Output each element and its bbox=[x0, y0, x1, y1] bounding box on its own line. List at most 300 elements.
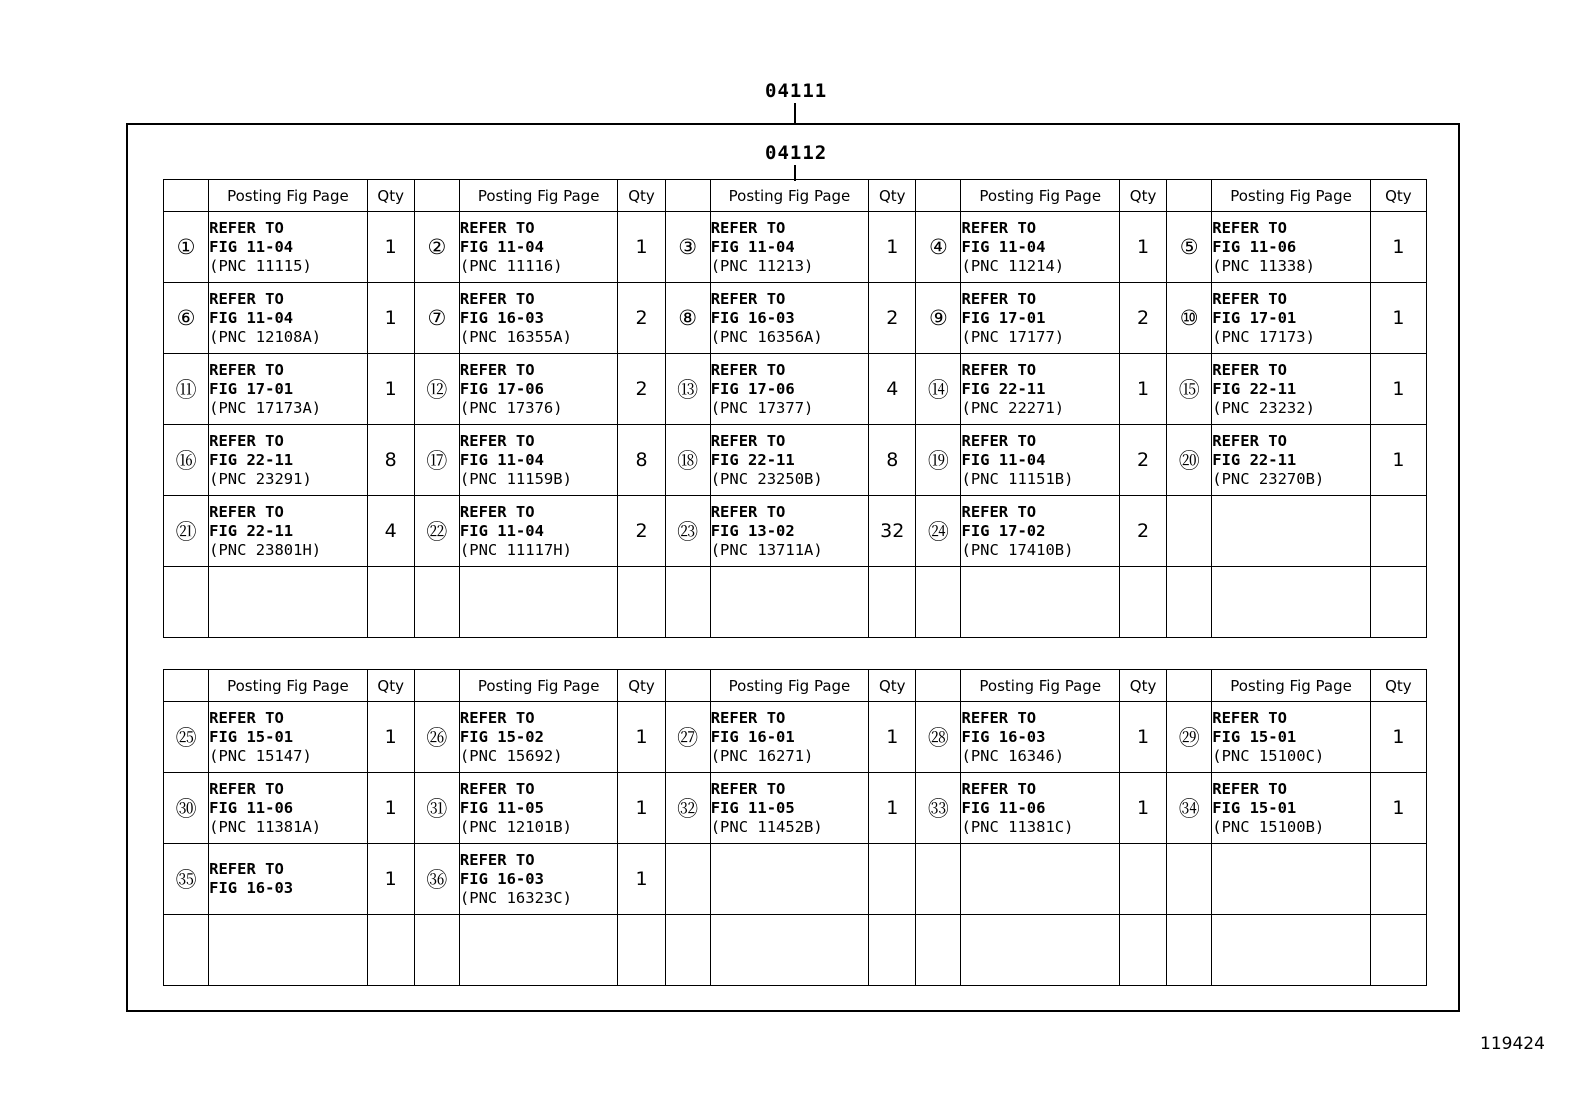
quantity: 1 bbox=[1119, 702, 1166, 773]
fig-page-text: FIG 16-03 bbox=[209, 879, 294, 897]
item-number bbox=[916, 915, 961, 986]
quantity: 8 bbox=[367, 425, 414, 496]
posting-reference bbox=[961, 212, 1120, 283]
pnc-text: (PNC 11338) bbox=[1212, 256, 1315, 275]
refer-to-text: REFER TO bbox=[209, 860, 284, 878]
fig-page-text: FIG 22-11 bbox=[209, 450, 294, 469]
header-item-number bbox=[1167, 670, 1212, 702]
refer-to-text: REFER TO bbox=[1212, 360, 1287, 379]
refer-to-text: REFER TO bbox=[459, 289, 535, 308]
item-number: ④ bbox=[916, 212, 961, 283]
table-row bbox=[164, 496, 1427, 567]
item-number: ㉘ bbox=[916, 702, 961, 773]
header-posting-fig-page: Posting Fig Page bbox=[961, 180, 1120, 212]
posting-reference bbox=[1212, 773, 1371, 844]
header-qty: Qty bbox=[1370, 670, 1426, 702]
item-number: ⑧ bbox=[665, 283, 710, 354]
pnc-text: (PNC 11381C) bbox=[961, 817, 1074, 836]
pnc-text: (PNC 11151B) bbox=[961, 469, 1074, 488]
pnc-text: (PNC 16355A) bbox=[459, 327, 572, 346]
fig-page-text: FIG 16-03 bbox=[961, 727, 1046, 746]
posting-reference bbox=[209, 425, 368, 496]
quantity: 2 bbox=[1119, 425, 1166, 496]
posting-reference bbox=[459, 915, 618, 986]
quantity: 1 bbox=[618, 773, 665, 844]
fig-page-text: FIG 17-02 bbox=[961, 521, 1046, 540]
header-item-number bbox=[414, 670, 459, 702]
posting-reference bbox=[1212, 844, 1371, 915]
pnc-text: (PNC 11117H) bbox=[459, 540, 572, 559]
fig-page-text: FIG 17-01 bbox=[961, 308, 1046, 327]
posting-reference bbox=[961, 567, 1120, 638]
posting-reference bbox=[1212, 425, 1371, 496]
pnc-text: (PNC 17173A) bbox=[209, 398, 322, 417]
header-posting-fig-page: Posting Fig Page bbox=[961, 670, 1120, 702]
posting-reference bbox=[459, 567, 618, 638]
quantity: 1 bbox=[869, 702, 916, 773]
pnc-text: (PNC 11214) bbox=[961, 256, 1065, 275]
posting-reference bbox=[459, 844, 618, 915]
refer-to-text: REFER TO bbox=[710, 502, 786, 521]
pnc-text: (PNC 11116) bbox=[459, 256, 563, 275]
quantity: 1 bbox=[618, 702, 665, 773]
refer-to-text: REFER TO bbox=[1212, 708, 1287, 727]
fig-page-text: FIG 16-03 bbox=[710, 308, 795, 327]
quantity bbox=[869, 567, 916, 638]
refer-to-text: REFER TO bbox=[209, 218, 284, 237]
quantity: 1 bbox=[367, 354, 414, 425]
header-item-number bbox=[916, 670, 961, 702]
refer-to-text: REFER TO bbox=[209, 502, 284, 521]
table-row bbox=[164, 212, 1427, 283]
item-number: ⑯ bbox=[164, 425, 209, 496]
item-number: ⑥ bbox=[164, 283, 209, 354]
header-qty: Qty bbox=[1370, 180, 1426, 212]
posting-reference bbox=[209, 496, 368, 567]
quantity bbox=[1370, 567, 1426, 638]
item-number: ① bbox=[164, 212, 209, 283]
fig-page-text: FIG 13-02 bbox=[710, 521, 795, 540]
pnc-text: (PNC 17376) bbox=[459, 398, 563, 417]
header-qty: Qty bbox=[618, 180, 665, 212]
header-posting-fig-page: Posting Fig Page bbox=[1212, 670, 1371, 702]
header-qty: Qty bbox=[367, 670, 414, 702]
item-number: ⑲ bbox=[916, 425, 961, 496]
quantity: 1 bbox=[367, 844, 414, 915]
item-number bbox=[164, 567, 209, 638]
fig-page-text: FIG 15-02 bbox=[459, 727, 544, 746]
refer-to-text: REFER TO bbox=[459, 779, 535, 798]
quantity: 1 bbox=[367, 212, 414, 283]
illustration-reference-number: 119424 bbox=[1480, 1034, 1545, 1054]
item-number: ㉖ bbox=[414, 702, 459, 773]
posting-reference bbox=[209, 773, 368, 844]
fig-page-text: FIG 17-01 bbox=[1212, 308, 1297, 327]
posting-reference bbox=[459, 425, 618, 496]
posting-reference bbox=[961, 354, 1120, 425]
item-number: ⑰ bbox=[414, 425, 459, 496]
item-number: ⑬ bbox=[665, 354, 710, 425]
item-number: ㉜ bbox=[665, 773, 710, 844]
pnc-text: (PNC 12108A) bbox=[209, 327, 322, 346]
posting-reference bbox=[1212, 915, 1371, 986]
posting-reference bbox=[961, 844, 1120, 915]
item-number: ㉓ bbox=[665, 496, 710, 567]
item-number: ㉙ bbox=[1167, 702, 1212, 773]
item-number bbox=[414, 915, 459, 986]
refer-to-text: REFER TO bbox=[710, 708, 786, 727]
quantity: 1 bbox=[1119, 354, 1166, 425]
quantity: 1 bbox=[869, 773, 916, 844]
table-header-row bbox=[164, 670, 1427, 702]
posting-reference bbox=[710, 844, 869, 915]
pnc-text: (PNC 22271) bbox=[961, 398, 1065, 417]
item-number: ㉛ bbox=[414, 773, 459, 844]
item-number bbox=[665, 844, 710, 915]
refer-to-text: REFER TO bbox=[209, 360, 284, 379]
item-number bbox=[1167, 915, 1212, 986]
item-number: ⑳ bbox=[1167, 425, 1212, 496]
refer-to-text: REFER TO bbox=[710, 779, 786, 798]
refer-to-text: REFER TO bbox=[710, 431, 786, 450]
quantity: 1 bbox=[1119, 773, 1166, 844]
table-row bbox=[164, 567, 1427, 638]
item-number: ㉕ bbox=[164, 702, 209, 773]
item-number bbox=[916, 567, 961, 638]
refer-to-text: REFER TO bbox=[209, 289, 284, 308]
refer-to-text: REFER TO bbox=[1212, 218, 1287, 237]
pnc-text: (PNC 23232) bbox=[1212, 398, 1315, 417]
posting-reference bbox=[961, 496, 1120, 567]
item-number: ⑭ bbox=[916, 354, 961, 425]
pnc-text: (PNC 11115) bbox=[209, 256, 312, 275]
posting-reference bbox=[1212, 496, 1371, 567]
quantity bbox=[1119, 844, 1166, 915]
posting-reference bbox=[710, 915, 869, 986]
refer-to-text: REFER TO bbox=[710, 289, 786, 308]
posting-reference bbox=[710, 773, 869, 844]
posting-reference bbox=[209, 844, 368, 915]
item-number: ㉗ bbox=[665, 702, 710, 773]
pnc-text: (PNC 23250B) bbox=[710, 469, 823, 488]
item-number bbox=[916, 844, 961, 915]
quantity bbox=[1119, 567, 1166, 638]
header-qty: Qty bbox=[1119, 670, 1166, 702]
posting-reference bbox=[209, 702, 368, 773]
quantity: 1 bbox=[1370, 354, 1426, 425]
fig-page-text: FIG 11-04 bbox=[961, 237, 1046, 256]
quantity: 2 bbox=[869, 283, 916, 354]
item-number: ㉑ bbox=[164, 496, 209, 567]
pnc-text: (PNC 16356A) bbox=[710, 327, 823, 346]
quantity bbox=[1119, 915, 1166, 986]
item-number bbox=[1167, 496, 1212, 567]
fig-page-text: FIG 17-01 bbox=[209, 379, 294, 398]
table-row bbox=[164, 844, 1427, 915]
fig-page-text: FIG 11-05 bbox=[710, 798, 795, 817]
item-number: ⑩ bbox=[1167, 283, 1212, 354]
fig-page-text: FIG 22-11 bbox=[710, 450, 795, 469]
posting-reference bbox=[961, 773, 1120, 844]
quantity: 1 bbox=[618, 212, 665, 283]
item-number: ⑮ bbox=[1167, 354, 1212, 425]
fig-page-text: FIG 15-01 bbox=[209, 727, 294, 746]
fig-page-text: FIG 16-01 bbox=[710, 727, 795, 746]
pnc-text: (PNC 11452B) bbox=[710, 817, 823, 836]
posting-reference bbox=[1212, 567, 1371, 638]
header-posting-fig-page: Posting Fig Page bbox=[459, 670, 618, 702]
table-header-row bbox=[164, 180, 1427, 212]
fig-page-text: FIG 11-06 bbox=[961, 798, 1046, 817]
posting-reference bbox=[459, 496, 618, 567]
item-number bbox=[665, 915, 710, 986]
quantity: 4 bbox=[869, 354, 916, 425]
refer-to-text: REFER TO bbox=[961, 218, 1037, 237]
refer-to-text: REFER TO bbox=[1212, 431, 1287, 450]
item-number: ⑪ bbox=[164, 354, 209, 425]
quantity bbox=[618, 915, 665, 986]
posting-reference bbox=[1212, 212, 1371, 283]
pnc-text: (PNC 17177) bbox=[961, 327, 1065, 346]
fig-page-text: FIG 16-03 bbox=[459, 869, 544, 888]
quantity bbox=[1370, 496, 1426, 567]
table-row bbox=[164, 915, 1427, 986]
quantity: 1 bbox=[1119, 212, 1166, 283]
fig-page-text: FIG 11-04 bbox=[961, 450, 1046, 469]
refer-to-text: REFER TO bbox=[710, 218, 786, 237]
refer-to-text: REFER TO bbox=[459, 708, 535, 727]
item-number: ㉚ bbox=[164, 773, 209, 844]
item-number: ㉟ bbox=[164, 844, 209, 915]
fig-page-text: FIG 22-11 bbox=[1212, 450, 1297, 469]
quantity: 2 bbox=[618, 354, 665, 425]
pnc-text: (PNC 23291) bbox=[209, 469, 312, 488]
table-row bbox=[164, 702, 1427, 773]
item-number: ㉞ bbox=[1167, 773, 1212, 844]
fig-page-text: FIG 17-06 bbox=[710, 379, 795, 398]
pnc-text: (PNC 16271) bbox=[710, 746, 814, 765]
header-item-number bbox=[164, 670, 209, 702]
quantity bbox=[1370, 915, 1426, 986]
refer-to-text: REFER TO bbox=[459, 360, 535, 379]
posting-reference bbox=[459, 773, 618, 844]
refer-to-text: REFER TO bbox=[1212, 779, 1287, 798]
pnc-text: (PNC 13711A) bbox=[710, 540, 823, 559]
posting-reference bbox=[209, 567, 368, 638]
quantity bbox=[1370, 844, 1426, 915]
pnc-text: (PNC 23270B) bbox=[1212, 469, 1325, 488]
outer-part-number: 04111 bbox=[765, 80, 828, 102]
item-number: ㊱ bbox=[414, 844, 459, 915]
posting-reference bbox=[459, 702, 618, 773]
item-number: ⑱ bbox=[665, 425, 710, 496]
posting-reference bbox=[459, 212, 618, 283]
quantity bbox=[367, 915, 414, 986]
refer-to-text: REFER TO bbox=[710, 360, 786, 379]
pnc-text: (PNC 17410B) bbox=[961, 540, 1074, 559]
item-number bbox=[414, 567, 459, 638]
posting-reference bbox=[209, 283, 368, 354]
posting-reference bbox=[1212, 283, 1371, 354]
quantity: 1 bbox=[1370, 425, 1426, 496]
fig-page-text: FIG 11-06 bbox=[1212, 237, 1297, 256]
quantity bbox=[869, 844, 916, 915]
fig-page-text: FIG 22-11 bbox=[961, 379, 1046, 398]
header-posting-fig-page: Posting Fig Page bbox=[209, 670, 368, 702]
item-number: ③ bbox=[665, 212, 710, 283]
refer-to-text: REFER TO bbox=[459, 502, 535, 521]
header-item-number bbox=[164, 180, 209, 212]
quantity: 32 bbox=[869, 496, 916, 567]
quantity: 1 bbox=[367, 283, 414, 354]
refer-to-text: REFER TO bbox=[209, 431, 284, 450]
quantity: 1 bbox=[1370, 212, 1426, 283]
fig-page-text: FIG 15-01 bbox=[1212, 798, 1297, 817]
posting-reference bbox=[209, 915, 368, 986]
fig-page-text: FIG 11-04 bbox=[459, 237, 544, 256]
header-qty: Qty bbox=[1119, 180, 1166, 212]
posting-reference bbox=[1212, 702, 1371, 773]
fig-page-text: FIG 17-06 bbox=[459, 379, 544, 398]
refer-to-text: REFER TO bbox=[209, 779, 284, 798]
header-posting-fig-page: Posting Fig Page bbox=[209, 180, 368, 212]
quantity: 1 bbox=[618, 844, 665, 915]
item-number: ⑤ bbox=[1167, 212, 1212, 283]
quantity: 2 bbox=[1119, 283, 1166, 354]
header-item-number bbox=[916, 180, 961, 212]
item-number: ② bbox=[414, 212, 459, 283]
quantity: 1 bbox=[1370, 773, 1426, 844]
posting-reference bbox=[961, 702, 1120, 773]
quantity: 2 bbox=[618, 496, 665, 567]
pnc-text: (PNC 11159B) bbox=[459, 469, 572, 488]
item-number bbox=[1167, 844, 1212, 915]
refer-to-text: REFER TO bbox=[459, 850, 535, 869]
refer-to-text: REFER TO bbox=[961, 708, 1037, 727]
refer-to-text: REFER TO bbox=[961, 779, 1037, 798]
inner-part-number: 04112 bbox=[765, 142, 828, 164]
fig-page-text: FIG 15-01 bbox=[1212, 727, 1297, 746]
posting-reference bbox=[961, 283, 1120, 354]
outer-leader-line bbox=[794, 103, 796, 123]
header-item-number bbox=[665, 670, 710, 702]
fig-page-text: FIG 11-04 bbox=[209, 308, 294, 327]
posting-reference bbox=[710, 354, 869, 425]
pnc-text: (PNC 17377) bbox=[710, 398, 814, 417]
header-posting-fig-page: Posting Fig Page bbox=[710, 670, 869, 702]
quantity: 1 bbox=[367, 773, 414, 844]
quantity: 1 bbox=[1370, 702, 1426, 773]
refer-to-text: REFER TO bbox=[1212, 289, 1287, 308]
quantity: 8 bbox=[869, 425, 916, 496]
item-number: ⑨ bbox=[916, 283, 961, 354]
posting-reference bbox=[710, 567, 869, 638]
fig-page-text: FIG 22-11 bbox=[209, 521, 294, 540]
header-qty: Qty bbox=[869, 180, 916, 212]
item-number: ⑫ bbox=[414, 354, 459, 425]
item-number bbox=[665, 567, 710, 638]
fig-page-text: FIG 11-04 bbox=[710, 237, 795, 256]
posting-reference bbox=[459, 283, 618, 354]
refer-to-text: REFER TO bbox=[961, 431, 1037, 450]
header-posting-fig-page: Posting Fig Page bbox=[459, 180, 618, 212]
refer-to-text: REFER TO bbox=[459, 431, 535, 450]
posting-reference bbox=[1212, 354, 1371, 425]
quantity bbox=[367, 567, 414, 638]
header-item-number bbox=[1167, 180, 1212, 212]
quantity: 4 bbox=[367, 496, 414, 567]
item-number: ⑦ bbox=[414, 283, 459, 354]
posting-reference bbox=[209, 354, 368, 425]
posting-reference bbox=[961, 915, 1120, 986]
table-row bbox=[164, 354, 1427, 425]
quantity: 1 bbox=[869, 212, 916, 283]
pnc-text: (PNC 12101B) bbox=[459, 817, 572, 836]
pnc-text: (PNC 15100B) bbox=[1212, 817, 1325, 836]
posting-reference bbox=[961, 425, 1120, 496]
pnc-text: (PNC 15147) bbox=[209, 746, 312, 765]
posting-reference bbox=[710, 212, 869, 283]
pnc-text: (PNC 15100C) bbox=[1212, 746, 1325, 765]
quantity: 1 bbox=[367, 702, 414, 773]
table-row bbox=[164, 283, 1427, 354]
pnc-text: (PNC 11213) bbox=[710, 256, 814, 275]
fig-page-text: FIG 22-11 bbox=[1212, 379, 1297, 398]
fig-page-text: FIG 11-06 bbox=[209, 798, 294, 817]
quantity: 2 bbox=[1119, 496, 1166, 567]
fig-page-text: FIG 11-05 bbox=[459, 798, 544, 817]
fig-page-text: FIG 11-04 bbox=[209, 237, 294, 256]
bottom-reference-table bbox=[163, 669, 1427, 986]
pnc-text: (PNC 16346) bbox=[961, 746, 1065, 765]
fig-page-text: FIG 16-03 bbox=[459, 308, 544, 327]
item-number: ㉔ bbox=[916, 496, 961, 567]
pnc-text: (PNC 23801H) bbox=[209, 540, 322, 559]
item-number: ㉒ bbox=[414, 496, 459, 567]
header-item-number bbox=[665, 180, 710, 212]
header-item-number bbox=[414, 180, 459, 212]
table-row bbox=[164, 425, 1427, 496]
quantity: 1 bbox=[1370, 283, 1426, 354]
posting-reference bbox=[209, 212, 368, 283]
item-number bbox=[1167, 567, 1212, 638]
pnc-text: (PNC 11381A) bbox=[209, 817, 322, 836]
quantity bbox=[869, 915, 916, 986]
header-qty: Qty bbox=[869, 670, 916, 702]
refer-to-text: REFER TO bbox=[961, 289, 1037, 308]
posting-reference bbox=[459, 354, 618, 425]
refer-to-text: REFER TO bbox=[209, 708, 284, 727]
fig-page-text: FIG 11-04 bbox=[459, 450, 544, 469]
refer-to-text: REFER TO bbox=[459, 218, 535, 237]
quantity bbox=[618, 567, 665, 638]
quantity: 2 bbox=[618, 283, 665, 354]
item-number: ㉝ bbox=[916, 773, 961, 844]
pnc-text: (PNC 15692) bbox=[459, 746, 563, 765]
refer-to-text: REFER TO bbox=[961, 502, 1037, 521]
pnc-text: (PNC 16323C) bbox=[459, 888, 572, 907]
quantity: 8 bbox=[618, 425, 665, 496]
table-row bbox=[164, 773, 1427, 844]
header-posting-fig-page: Posting Fig Page bbox=[710, 180, 869, 212]
item-number bbox=[164, 915, 209, 986]
pnc-text: (PNC 17173) bbox=[1212, 327, 1315, 346]
posting-reference bbox=[710, 425, 869, 496]
top-reference-table bbox=[163, 179, 1427, 638]
fig-page-text: FIG 11-04 bbox=[459, 521, 544, 540]
header-posting-fig-page: Posting Fig Page bbox=[1212, 180, 1371, 212]
refer-to-text: REFER TO bbox=[961, 360, 1037, 379]
